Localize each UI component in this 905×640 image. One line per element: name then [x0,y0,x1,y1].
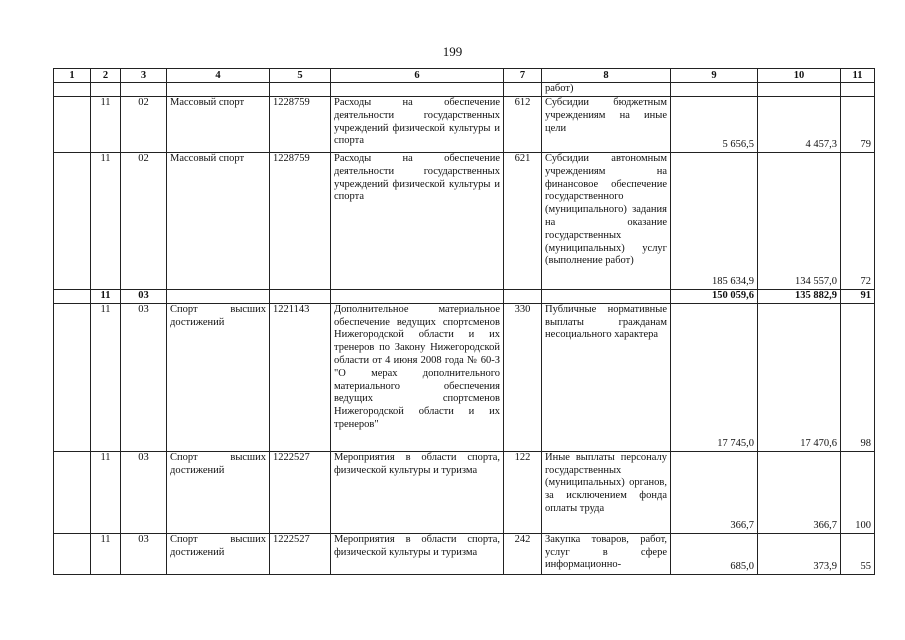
expense-type-cell: Закупка товаров, работ, услуг в сфере информационно- [542,533,671,574]
target-item-cell: 1228759 [270,97,331,153]
expense-code-cell: 621 [504,153,542,290]
percent-cell: 55 [841,533,875,574]
subsection-name-cell: Массовый спорт [167,97,270,153]
purpose-cell: Дополнительное материальное обеспечение ведущих спортсменов Нижегородской области и их тренеров по Закону Нижегородской области от 4 июня 2008 года № 60-З "О мерах дополнительного материального обеспечения ведущих спортсменов Нижегородской области и их тренеров" [331,303,504,451]
header-cell: 7 [504,69,542,83]
table-row [54,451,875,533]
target-item-cell: 1222527 [270,533,331,574]
actual-amount-cell: 4 457,3 [758,97,841,153]
purpose-cell: Мероприятия в области спорта, физической культуры и туризма [331,533,504,574]
actual-amount-cell: 366,7 [758,451,841,533]
expense-type-cell: Иные выплаты персоналу государственных (муниципальных) органов, за исключением фонда оплаты труда [542,451,671,533]
header-cell: 1 [54,69,91,83]
header-cell: 4 [167,69,270,83]
subsection-cell: 03 [121,451,167,533]
actual-amount-cell: 134 557,0 [758,153,841,290]
planned-amount-cell: 685,0 [671,533,758,574]
subsection-name-cell: Спорт высших достижений [167,303,270,451]
section-cell: 11 [91,290,121,304]
header-cell: 10 [758,69,841,83]
subsection-name-cell: Массовый спорт [167,153,270,290]
expense-code-cell: 612 [504,97,542,153]
subsection-cell: 03 [121,533,167,574]
actual-amount-cell: 135 882,9 [758,290,841,304]
page-number: 199 [442,44,463,59]
purpose-cell: Расходы на обеспечение деятельности государственных учреждений физической культуры и спорта [331,153,504,290]
table-row [54,533,875,574]
subtotal-row [54,290,875,304]
header-cell: 9 [671,69,758,83]
expense-type-cell: работ) [542,83,671,97]
section-cell: 11 [91,153,121,290]
percent-cell: 72 [841,153,875,290]
planned-amount-cell: 17 745,0 [671,303,758,451]
section-cell: 11 [91,303,121,451]
expense-code-cell: 242 [504,533,542,574]
section-cell: 11 [91,533,121,574]
expense-type-cell: Субсидии бюджетным учреждениям на иные цели [542,97,671,153]
expense-type-cell: Публичные нормативные выплаты гражданам несоциального характера [542,303,671,451]
expense-code-cell: 330 [504,303,542,451]
expense-type-cell: Субсидии автономным учреждениям на финансовое обеспечение государственного (муниципального) задания на оказание государственных (муниципальных) услуг (выполнение работ) [542,153,671,290]
header-cell: 5 [270,69,331,83]
table-row [54,97,875,153]
header-cell: 2 [91,69,121,83]
continuation-row [54,83,875,97]
table-row [54,303,875,451]
planned-amount-cell: 185 634,9 [671,153,758,290]
percent-cell: 100 [841,451,875,533]
target-item-cell: 1228759 [270,153,331,290]
planned-amount-cell: 150 059,6 [671,290,758,304]
planned-amount-cell: 5 656,5 [671,97,758,153]
subsection-cell: 03 [121,303,167,451]
header-cell: 8 [542,69,671,83]
purpose-cell: Расходы на обеспечение деятельности государственных учреждений физической культуры и спорта [331,97,504,153]
actual-amount-cell: 373,9 [758,533,841,574]
section-cell: 11 [91,451,121,533]
percent-cell: 91 [841,290,875,304]
actual-amount-cell: 17 470,6 [758,303,841,451]
section-cell: 11 [91,97,121,153]
target-item-cell: 1222527 [270,451,331,533]
header-cell: 6 [331,69,504,83]
target-item-cell: 1221143 [270,303,331,451]
header-cell: 3 [121,69,167,83]
subsection-cell: 02 [121,153,167,290]
table-row [54,153,875,290]
subsection-cell: 02 [121,97,167,153]
header-cell: 11 [841,69,875,83]
planned-amount-cell: 366,7 [671,451,758,533]
purpose-cell: Мероприятия в области спорта, физической культуры и туризма [331,451,504,533]
subsection-name-cell: Спорт высших достижений [167,533,270,574]
percent-cell: 98 [841,303,875,451]
subsection-name-cell: Спорт высших достижений [167,451,270,533]
percent-cell: 79 [841,97,875,153]
expense-code-cell: 122 [504,451,542,533]
table-header-row [54,69,875,83]
budget-table [53,68,875,575]
subsection-cell: 03 [121,290,167,304]
